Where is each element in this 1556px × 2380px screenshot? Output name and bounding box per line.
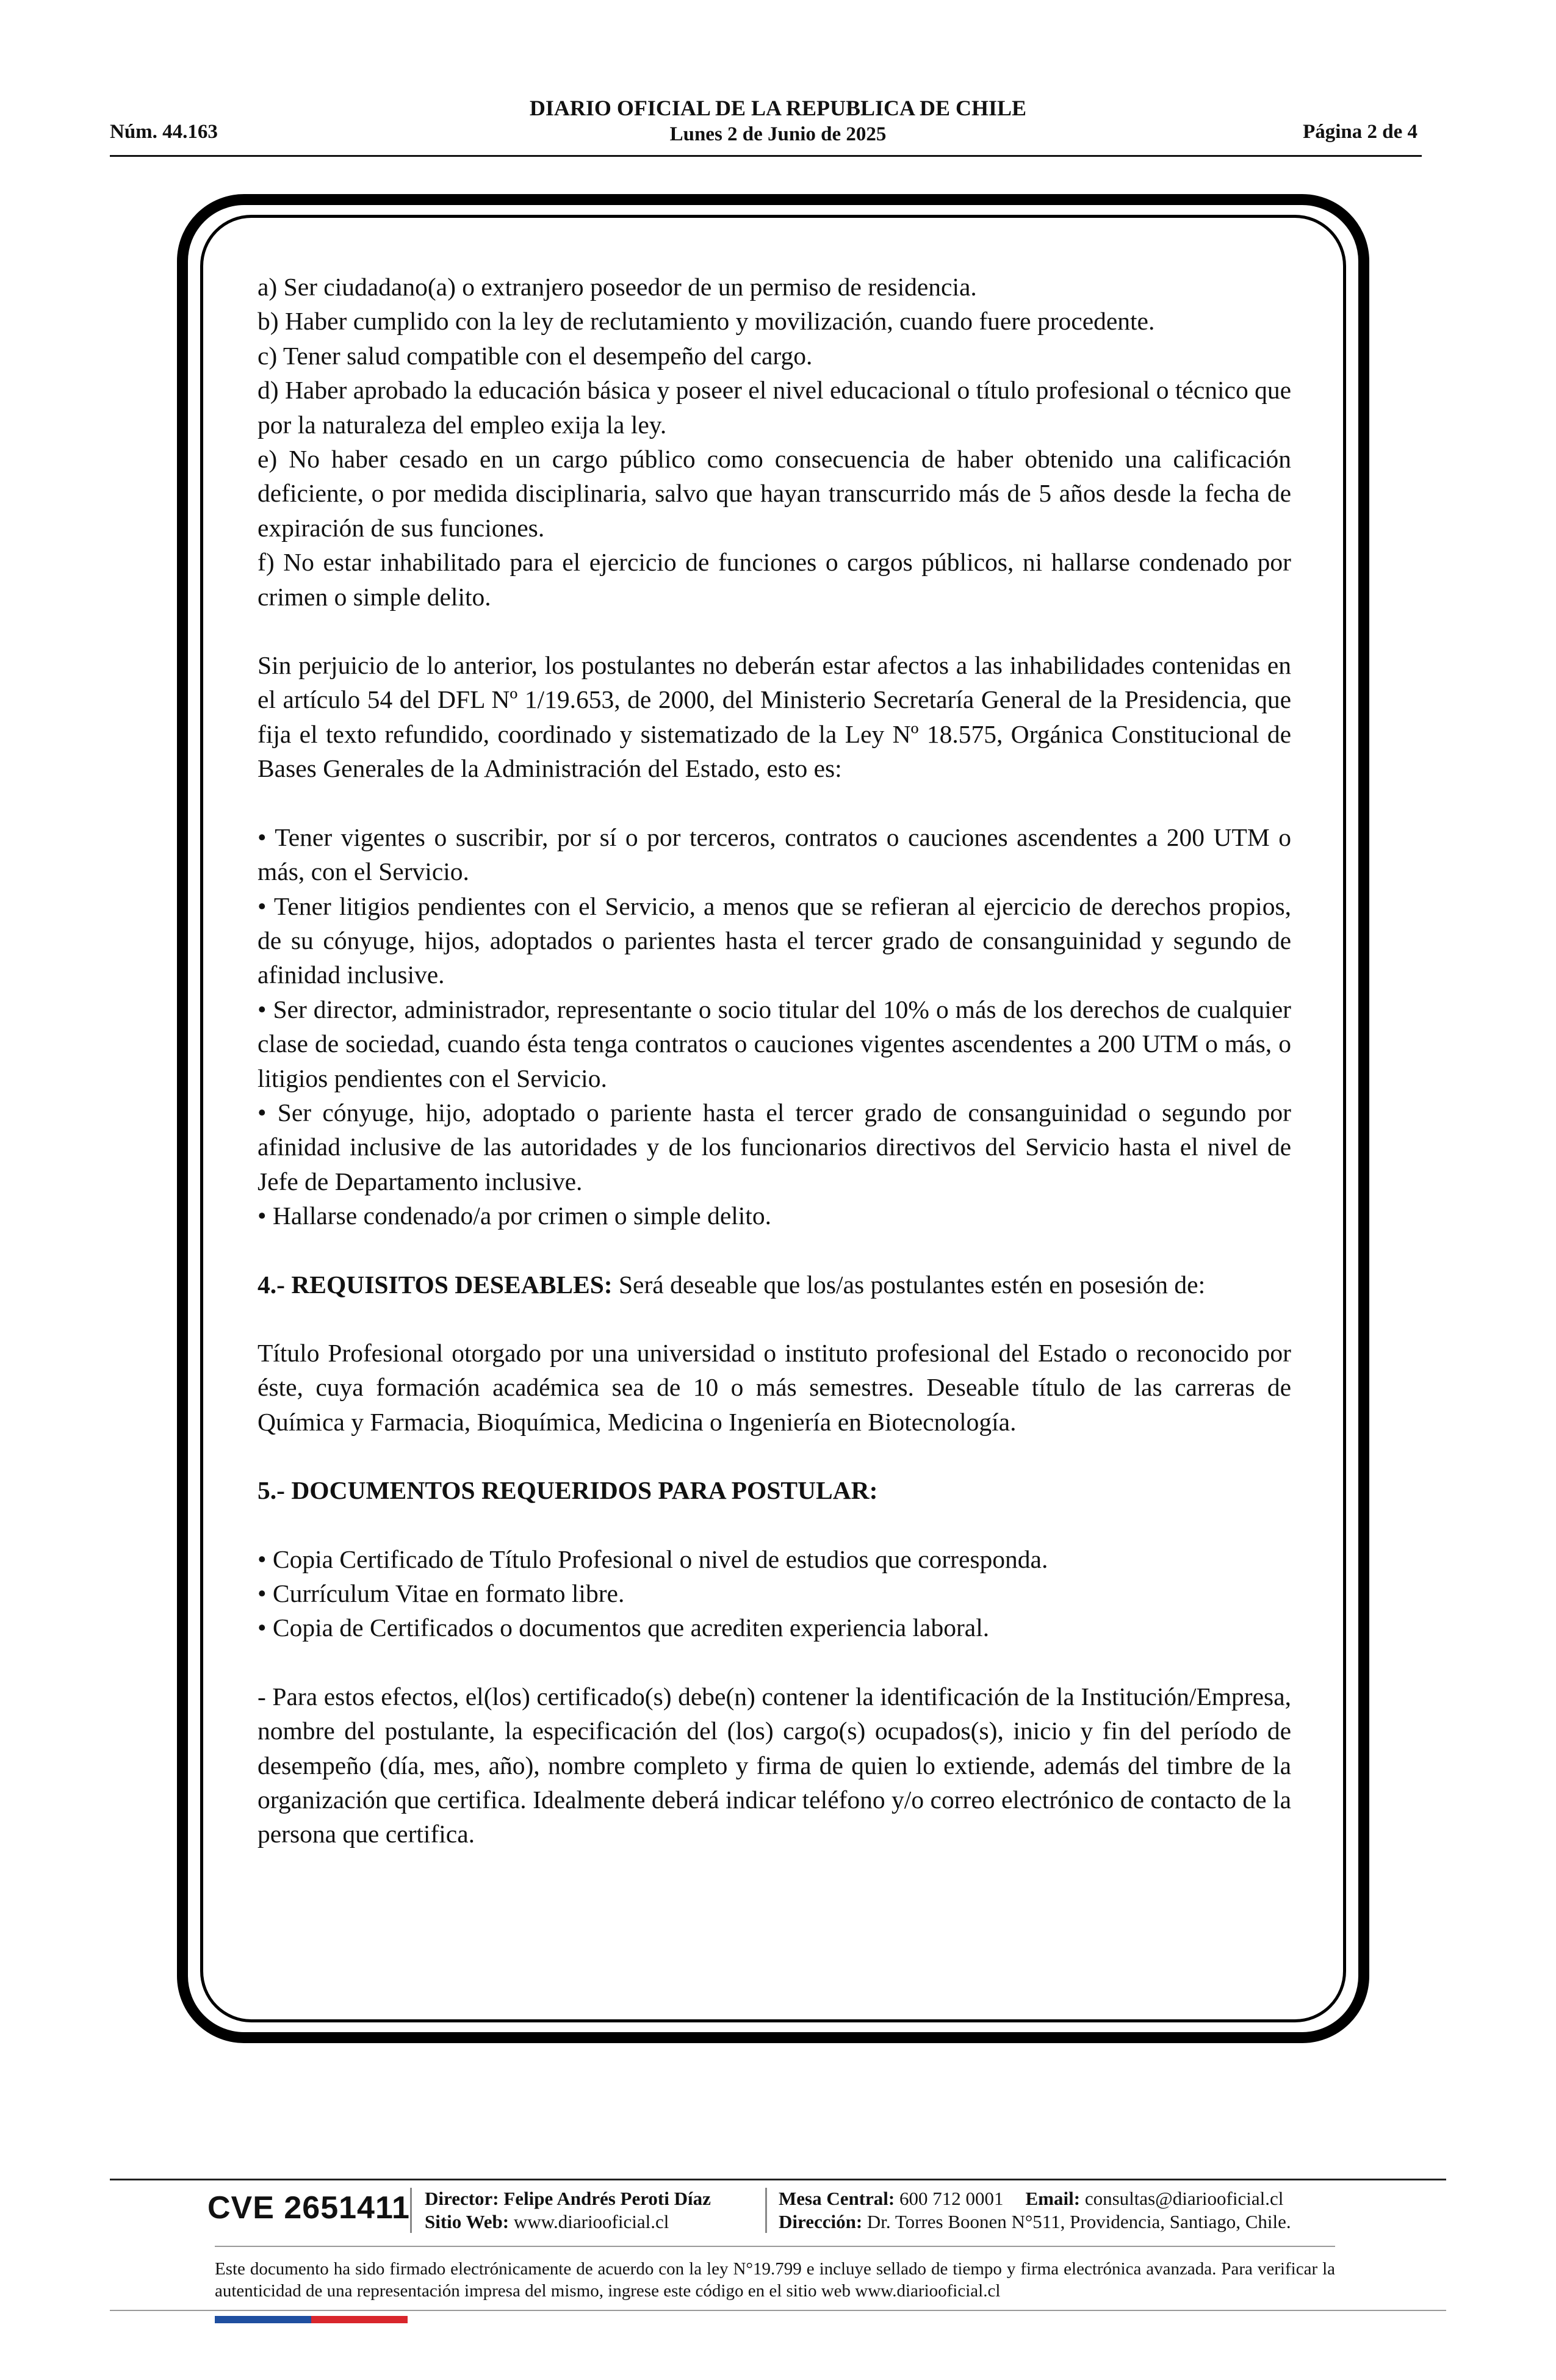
- email-link[interactable]: consultas@diariooficial.cl: [1080, 2188, 1284, 2209]
- inhability-item: • Tener vigentes o suscribir, por sí o por terceros, contratos o cauciones ascendentes a 200 UTM o más, con el Servicio.: [258, 823, 1291, 886]
- legal-notice: Este documento ha sido firmado electrónicamente de acuerdo con la ley N°19.799 e incluye sellado de tiempo y firma electrónica avanzada. Para verificar la autenticidad de una representación impresa del mismo, ingrese este código en el sitio web www.diariooficial.cl: [215, 2259, 1335, 2301]
- footer-divider-bottom: [110, 2310, 1446, 2311]
- requirement-item: b) Haber cumplido con la ley de reclutamiento y movilización, cuando fuere procedente.: [258, 307, 1155, 336]
- footer-separator: [765, 2188, 767, 2233]
- contact-line: Mesa Central: 600 712 0001 Email: consultas@diariooficial.cl: [779, 2188, 1284, 2209]
- section-4-lead: Será deseable que los/as postulantes estén en posesión de:: [612, 1270, 1206, 1299]
- footer-divider-mid: [215, 2246, 1335, 2247]
- document-item: • Copia de Certificados o documentos que acrediten experiencia laboral.: [258, 1614, 990, 1642]
- inhability-item: • Hallarse condenado/a por crimen o simple delito.: [258, 1202, 771, 1230]
- footer-divider-top: [110, 2179, 1446, 2180]
- inhability-item: • Ser director, administrador, representante o socio titular del 10% o más de los derechos de cualquier clase de sociedad, cuando ésta tenga contratos o cauciones vigentes ascendentes a 200 UTM o más, o litigios pendientes con el Servicio.: [258, 995, 1291, 1092]
- page-indicator: Página 2 de 4: [1303, 121, 1417, 143]
- section-4-text: Título Profesional otorgado por una universidad o instituto profesional del Estado o reconocido por éste, cuya formación académica sea de 10 o más semestres. Deseable título de las carreras de Química y Farmacia, Bioquímica, Medicina o Ingeniería en Biotecnología.: [258, 1338, 1291, 1436]
- site-line: Sitio Web: www.diariooficial.cl: [425, 2211, 669, 2232]
- requirement-item: c) Tener salud compatible con el desempeño del cargo.: [258, 341, 813, 370]
- issue-date: Lunes 2 de Junio de 2025: [669, 123, 887, 145]
- flag-bar-red: [311, 2316, 408, 2323]
- site-link[interactable]: www.diariooficial.cl: [509, 2211, 669, 2232]
- inhability-item: • Tener litigios pendientes con el Servicio, a menos que se refieran al ejercicio de derechos propios, de su cónyuge, hijos, adoptados o parientes hasta el tercer grado de consanguinidad y segundo de afinidad inclusive.: [258, 892, 1291, 989]
- address-line: Dirección: Dr. Torres Boonen N°511, Providencia, Santiago, Chile.: [779, 2211, 1291, 2232]
- certificate-note: - Para estos efectos, el(los) certificado(s) debe(n) contener la identificación de la Institución/Empresa, nombre del postulante, la especificación del (los) cargo(s) ocupados(s), inicio y fin del período de desempeño (día, mes, año), nombre completo y firma de quien lo extiende, además del timbre de la organización que certifica. Idealmente deberá indicar teléfono y/o correo electrónico de contacto de la persona que certifica.: [258, 1682, 1291, 1848]
- requirement-item: e) No haber cesado en un cargo público como consecuencia de haber obtenido una calificación deficiente, o por medida disciplinaria, salvo que hayan transcurrido más de 5 años desde la fecha de expiración de sus funciones.: [258, 445, 1291, 542]
- section-4-heading: 4.- REQUISITOS DESEABLES:: [258, 1270, 613, 1299]
- footer-separator: [410, 2188, 412, 2233]
- director-line: Director: Felipe Andrés Peroti Díaz: [425, 2188, 711, 2209]
- requirement-item: a) Ser ciudadano(a) o extranjero poseedor de un permiso de residencia.: [258, 273, 977, 301]
- header-divider: [110, 155, 1422, 157]
- requirement-item: d) Haber aprobado la educación básica y poseer el nivel educacional o título profesional o técnico que por la naturaleza del empleo exija la ley.: [258, 376, 1291, 439]
- document-body: [258, 270, 1291, 1852]
- cve-code: CVE 2651411: [207, 2190, 410, 2226]
- document-item: • Currículum Vitae en formato libre.: [258, 1579, 625, 1607]
- section-4-paragraph: [258, 1268, 1291, 1302]
- section-5-heading: 5.- DOCUMENTOS REQUERIDOS PARA POSTULAR:: [258, 1476, 878, 1505]
- issue-number: Núm. 44.163: [110, 121, 218, 143]
- requirement-item: f) No estar inhabilitado para el ejercicio de funciones o cargos públicos, ni hallarse condenado por crimen o simple delito.: [258, 548, 1291, 611]
- inhability-item: • Ser cónyuge, hijo, adoptado o pariente hasta el tercer grado de consanguinidad o segundo por afinidad inclusive de las autoridades y de los funcionarios directivos del Servicio hasta el nivel de Jefe de Departamento inclusive.: [258, 1098, 1291, 1195]
- inhabilities-intro: Sin perjuicio de lo anterior, los postulantes no deberán estar afectos a las inhabilidades contenidas en el artículo 54 del DFL Nº 1/19.653, de 2000, del Ministerio Secretaría General de la Presidencia, que fija el texto refundido, coordinado y sistematizado de la Ley Nº 18.575, Orgánica Constitucional de Bases Generales de la Administración del Estado, esto es:: [258, 651, 1291, 783]
- flag-bar-blue: [215, 2316, 311, 2323]
- publication-title: DIARIO OFICIAL DE LA REPUBLICA DE CHILE: [529, 96, 1027, 120]
- document-item: • Copia Certificado de Título Profesional o nivel de estudios que corresponda.: [258, 1545, 1048, 1573]
